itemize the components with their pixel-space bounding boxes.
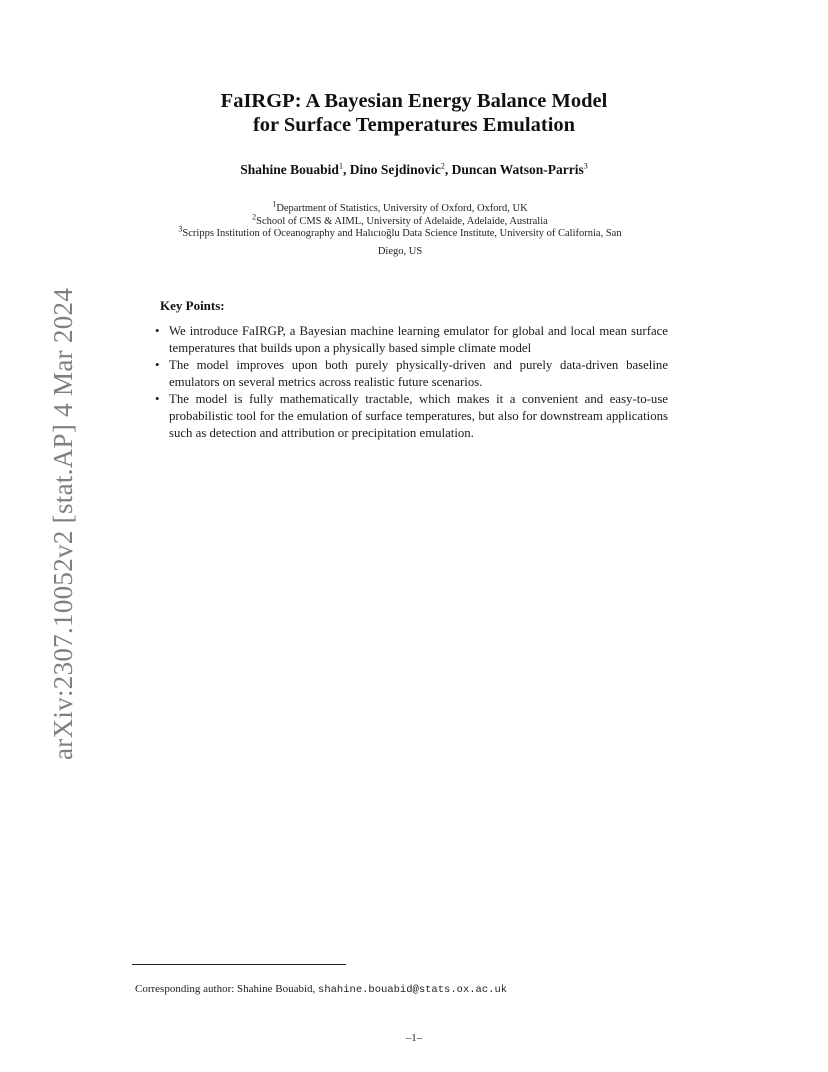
affiliation-text: School of CMS & AIML, University of Adelaide, Adelaide, Australia — [256, 215, 548, 227]
affiliation — [130, 199, 670, 216]
corresponding-author-footnote — [135, 983, 507, 996]
author-affil-mark: 3 — [583, 161, 588, 171]
affiliation-text: Scripps Institution of Oceanography and Halıcıoğlu Data Science Institute, University of California, San — [182, 228, 622, 239]
footnote-label: Corresponding author: Shahine Bouabid, — [135, 983, 319, 995]
affiliation-continuation: Diego, US — [377, 245, 423, 257]
arxiv-stamp — [12, 287, 78, 760]
affiliation — [130, 224, 670, 241]
affiliation — [130, 212, 670, 229]
arxiv-stamp-text: arXiv:2307.10052v2 [stat.AP] 4 Mar 2024 — [48, 287, 78, 760]
affiliation-text: Department of Statistics, University of Oxford, Oxford, UK — [276, 203, 528, 214]
title-line-1: FaIRGP: A Bayesian Energy Balance Model — [220, 90, 608, 112]
author-list — [0, 162, 828, 178]
page-number: –1– — [405, 1032, 423, 1044]
key-point-text: We introduce FaIRGP, a Bayesian machine learning emulator for global and local mean surface temperatures that builds upon a physically based simple climate model — [169, 324, 668, 355]
key-points-list — [152, 323, 668, 442]
author-name: Shahine Bouabid — [240, 162, 339, 177]
author-separator: , — [444, 162, 452, 177]
author-name: Dino Sejdinovic — [349, 162, 441, 177]
affiliation-mark: 1 — [272, 199, 277, 209]
bullet-icon: • — [155, 324, 160, 338]
affiliation-mark: 3 — [178, 224, 183, 234]
author-email-link[interactable]: shahine.bouabid@stats.ox.ac.uk — [318, 984, 508, 996]
author-affil-mark: 1 — [338, 161, 343, 171]
key-point-item — [152, 391, 668, 442]
key-point-item — [152, 357, 668, 391]
key-point-item — [152, 323, 668, 357]
bullet-icon: • — [155, 392, 160, 406]
paper-title — [0, 89, 828, 137]
key-point-text: The model improves upon both purely physically-driven and purely data-driven baseline emulators on several metrics across realistic future scenarios. — [169, 358, 668, 389]
author-name: Duncan Watson-Parris — [451, 162, 584, 177]
author-affil-mark: 2 — [440, 161, 445, 171]
bullet-icon: • — [155, 358, 160, 372]
affiliation-list — [130, 199, 670, 258]
author-separator: , — [342, 162, 350, 177]
affiliation-mark: 2 — [252, 212, 257, 221]
footnote-divider — [132, 964, 346, 965]
key-point-text: The model is fully mathematically tractable, which makes it a convenient and easy-to-use probabilistic tool for the emulation of surface temperatures, but also for downstream applications such as detection and attribution or precipitation emulation. — [169, 392, 668, 440]
title-line-2: for Surface Temperatures Emulation — [252, 114, 576, 136]
key-points-heading: Key Points: — [160, 298, 225, 313]
